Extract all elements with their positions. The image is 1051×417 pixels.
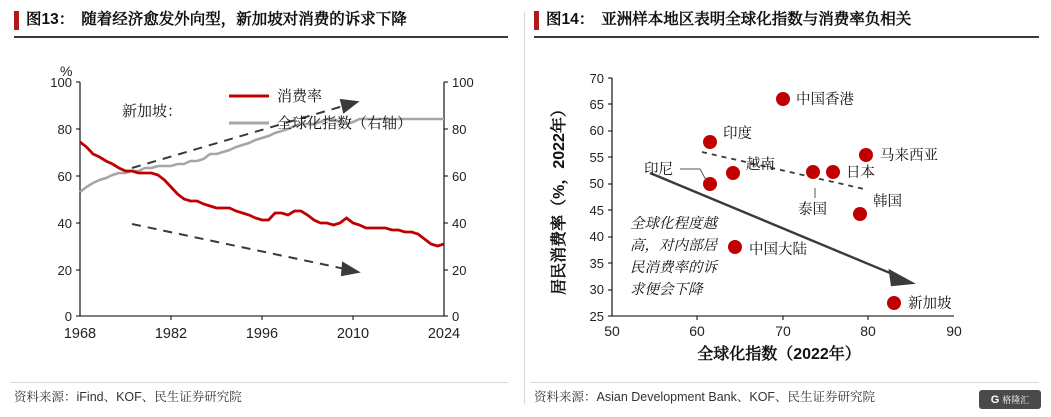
svg-text:70: 70 — [589, 71, 604, 86]
x-axis-ticks — [64, 316, 460, 342]
point-singapore — [887, 296, 901, 310]
scatter-points — [703, 92, 901, 310]
series-consumption-rate — [80, 142, 444, 246]
point-vietnam — [726, 166, 740, 180]
svg-text:2024: 2024 — [427, 326, 461, 342]
figure-13-source-rule — [10, 382, 508, 383]
point-japan — [826, 165, 840, 179]
label-thailand: 泰国 — [798, 202, 827, 218]
y-axis-unit-label: % — [60, 63, 73, 79]
figure-14-title-text: 亚洲样本地区表明全球化指数与消费率负相关 — [601, 11, 912, 28]
point-korea — [853, 207, 867, 221]
chart-legend — [229, 87, 412, 132]
point-india — [703, 135, 717, 149]
svg-text:50: 50 — [604, 323, 620, 339]
svg-text:2010: 2010 — [336, 326, 370, 342]
svg-text:求便会下降: 求便会下降 — [630, 282, 703, 298]
svg-text:20: 20 — [452, 263, 467, 278]
figure-13-label: 图13： — [26, 11, 75, 28]
chart-note — [630, 215, 719, 298]
y-axis-ticks — [590, 71, 612, 324]
line-chart-svg — [14, 38, 514, 358]
svg-text:1968: 1968 — [63, 326, 97, 342]
svg-text:60: 60 — [689, 323, 705, 339]
figure-14-source: 资料来源：Asian Development Bank、KOF、民生证券研究院 — [534, 390, 876, 404]
svg-text:30: 30 — [589, 282, 604, 297]
y-axis-title: 居民消费率（%，2022年） — [551, 101, 568, 295]
figure-13-title — [14, 10, 508, 30]
svg-text:40: 40 — [452, 216, 467, 231]
y-axis-right-ticks — [444, 75, 474, 324]
title-accent-bar — [14, 11, 19, 30]
logo-text: 格隆汇 — [1002, 395, 1030, 405]
svg-text:50: 50 — [589, 176, 604, 191]
svg-text:1982: 1982 — [154, 326, 188, 342]
svg-text:70: 70 — [775, 323, 791, 339]
svg-text:高，对内部居: 高，对内部居 — [630, 238, 717, 254]
label-vietnam: 越南 — [746, 157, 775, 173]
svg-text:80: 80 — [860, 323, 876, 339]
label-japan: 日本 — [846, 165, 875, 181]
svg-text:100: 100 — [452, 75, 474, 90]
svg-text:40: 40 — [57, 216, 72, 231]
svg-text:民消费率的诉: 民消费率的诉 — [630, 260, 717, 276]
svg-text:80: 80 — [452, 122, 467, 137]
svg-text:60: 60 — [452, 169, 467, 184]
svg-text:1996: 1996 — [245, 326, 279, 342]
figure-14-label: 图14： — [546, 11, 595, 28]
svg-text:55: 55 — [589, 150, 604, 165]
svg-text:20: 20 — [57, 263, 72, 278]
figure-14-title — [534, 10, 1039, 30]
point-china-mainland — [728, 240, 742, 254]
title-accent-bar — [534, 11, 539, 30]
svg-text:60: 60 — [589, 123, 604, 138]
y-axis-left-ticks — [50, 75, 80, 324]
x-axis-title: 全球化指数（2022年） — [697, 346, 861, 363]
label-malaysia: 马来西亚 — [880, 148, 938, 164]
svg-text:100: 100 — [50, 75, 72, 90]
svg-text:全球化程度越: 全球化程度越 — [630, 216, 717, 232]
figure-13-source: 资料来源：iFind、KOF、民生证券研究院 — [14, 390, 242, 404]
figure-14-source-rule — [530, 382, 1039, 383]
svg-text:40: 40 — [589, 229, 604, 244]
point-thailand — [806, 165, 820, 179]
scatter-chart-svg — [534, 38, 1044, 363]
figure-13-panel — [0, 0, 520, 417]
x-axis-ticks — [604, 316, 962, 339]
figure-13-plot — [14, 38, 508, 363]
figure-14-panel — [520, 0, 1051, 417]
label-indonesia: 印尼 — [644, 162, 673, 178]
label-hongkong: 中国香港 — [796, 92, 854, 108]
svg-text:25: 25 — [589, 309, 604, 324]
svg-text:90: 90 — [946, 323, 962, 339]
point-hongkong — [776, 92, 790, 106]
svg-text:45: 45 — [589, 203, 604, 218]
chart-annotation-singapore: 新加坡： — [122, 103, 183, 120]
label-india: 印度 — [723, 126, 752, 142]
label-singapore: 新加坡 — [908, 296, 952, 312]
point-malaysia — [859, 148, 873, 162]
gelonghui-logo — [979, 390, 1041, 409]
svg-text:65: 65 — [589, 97, 604, 112]
trend-arrow-down — [132, 224, 358, 275]
logo-mark: G — [990, 393, 1000, 406]
figure-13-title-text: 随着经济愈发外向型，新加坡对消费的诉求下降 — [81, 11, 407, 28]
svg-text:60: 60 — [57, 169, 72, 184]
svg-text:0: 0 — [452, 309, 460, 324]
label-china-mainland: 中国大陆 — [749, 242, 807, 258]
legend-label-globalization: 全球化指数（右轴） — [277, 115, 413, 132]
legend-label-consumption: 消费率 — [277, 88, 323, 105]
svg-text:35: 35 — [589, 256, 604, 271]
svg-text:0: 0 — [64, 309, 72, 324]
label-korea: 韩国 — [873, 194, 902, 210]
figure-14-plot — [534, 38, 1039, 368]
svg-text:80: 80 — [57, 122, 72, 137]
